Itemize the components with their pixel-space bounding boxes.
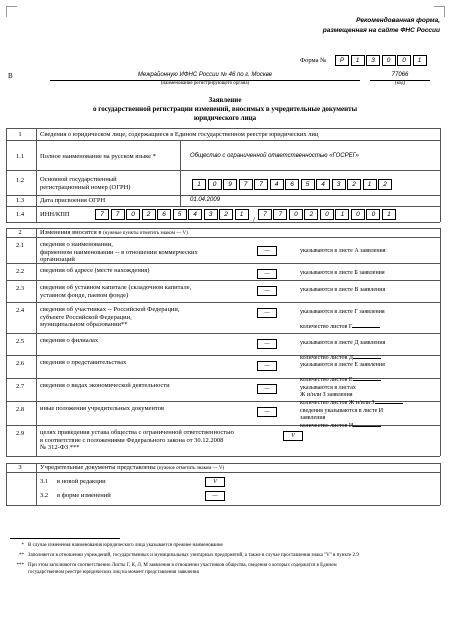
section2-row-sheet-count [300, 421, 383, 430]
section2-row-number: 2.2 [15, 268, 25, 275]
full-name-label: Полное наименование на русском языке * [40, 153, 156, 160]
section2-heading-note: (нужные пункты отметить знаком — V) [103, 231, 188, 236]
section2-row-note [300, 340, 385, 361]
ogrn-digit-cell[interactable]: 3 [332, 179, 346, 190]
inn-digit-cell[interactable]: 1 [235, 209, 249, 220]
section2-row-note [300, 385, 403, 407]
section2-row-note-line: сведения указываются в листе И [300, 408, 384, 414]
inn-digit-cell[interactable]: 4 [188, 209, 202, 220]
section2-row-label [40, 405, 240, 413]
sheet-count-field[interactable] [352, 322, 380, 328]
ogrn-digit-cell[interactable]: 4 [316, 179, 330, 190]
section2-row-number: 2.8 [15, 406, 25, 413]
section2-row-label-line: фирменном наименовании -- в отношении коммерческих [40, 248, 198, 256]
form-number-cell[interactable]: 3 [366, 55, 380, 66]
code-caption: (код) [394, 81, 406, 86]
sheet-count-label: количество листов Е [300, 376, 353, 383]
inn-kpp-separator: / [253, 216, 255, 224]
section2-row-label-line: сведения об адресе (месте нахождения) [40, 267, 150, 274]
section3-heading-note: (нужное отметить знаком — V) [157, 466, 225, 471]
form-number-cells [335, 55, 428, 73]
section2-row-label [40, 429, 280, 452]
form-number-cell[interactable]: Р [335, 55, 349, 66]
section2-row-label [40, 267, 240, 275]
section2-row-label-line: сведения об участниках -- Российской Федерации, [40, 306, 180, 313]
section2-row-checkbox[interactable] [257, 246, 277, 256]
row-1-2-number: 1.2 [15, 177, 25, 184]
section2-row-checkbox[interactable] [257, 361, 277, 371]
section2-row-label-line: муниципальном образовании** [40, 321, 128, 328]
inn-digit-cell[interactable]: 0 [126, 209, 140, 220]
inn-digit-cell[interactable]: 5 [173, 209, 187, 220]
kpp-digit-cell[interactable]: 0 [289, 209, 303, 220]
section1-number: 1 [18, 131, 22, 138]
section2-row-label-line: в соответствие с положениями Федерального закона от 30.12.2008 [40, 436, 224, 444]
section2-row-label-line: субъекте Российской Федерации, [40, 313, 132, 321]
section2-row-label [40, 306, 240, 329]
sheet-count-label: количество листов Ж и/или З [300, 400, 375, 406]
section2-row-label-line: сведения о наименовании, [40, 241, 113, 248]
ogrn-label-line1: Основной государственный [40, 176, 117, 183]
footnote-2-mark: ** [19, 553, 24, 558]
footnotes [10, 542, 440, 576]
section2-row-note [300, 248, 386, 255]
ogrn-date-value: 01.04.2009 [190, 197, 221, 203]
ogrn-date-label: Дата присвоения ОГРН [40, 197, 106, 204]
section2-row-sheet-count [300, 353, 385, 362]
section2-row-number: 2.6 [15, 360, 25, 367]
full-name-value: Общество с ограниченной ответственностью «ГОСРЕГ» [190, 153, 359, 159]
section2-row-checkbox[interactable] [257, 286, 277, 296]
ogrn-cells [192, 179, 394, 197]
section2-row-label-line: иные положения учредительных документов [40, 405, 165, 412]
sheet-count-field[interactable] [375, 398, 403, 404]
kpp-digit-cell[interactable]: 1 [335, 209, 349, 220]
section2-row-number: 2.5 [15, 338, 25, 345]
section2-row-label-line: сведения о филиалах [40, 337, 99, 344]
ogrn-label-line2: регистрационный номер (ОГРН) [40, 183, 131, 191]
sheet-count-label: количество листов И [300, 423, 354, 429]
sheet-count-field[interactable] [353, 421, 381, 427]
amendments-label: в форме изменений [57, 492, 111, 499]
new-edition-checkbox[interactable]: V [205, 477, 225, 487]
footnote-rule [10, 538, 120, 539]
crop-mark-top-left [6, 6, 17, 17]
section2-row-checkbox[interactable] [257, 384, 277, 394]
authority-caption: (наименование регистрирующего органа) [160, 81, 250, 86]
new-edition-label: в новой редакции [57, 478, 106, 485]
form-number-cell[interactable]: 1 [413, 55, 427, 66]
section2-row-checkbox[interactable] [257, 407, 277, 417]
inn-digit-cell[interactable]: 6 [157, 209, 171, 220]
section2-heading [40, 229, 188, 238]
section2-row-checkbox[interactable] [257, 308, 277, 318]
section2-row-number: 2.1 [15, 242, 25, 249]
section3-heading-text: Учредительные документы представлены [40, 464, 156, 471]
footnote-1 [10, 542, 440, 549]
section2-row-label-line: № 312-ФЗ *** [40, 444, 80, 451]
inn-kpp-cells [95, 209, 397, 227]
ogrn-digit-cell[interactable]: 2 [347, 179, 361, 190]
section2-row-note [300, 309, 385, 330]
inn-digit-cell[interactable]: 2 [219, 209, 233, 220]
section2-row-note-line: указываются в листе Е заявления [300, 362, 385, 368]
row-1-3-number: 1.3 [15, 197, 25, 204]
title-line1: Заявление [208, 96, 242, 104]
section2-row-label-line: сведения о представительствах [40, 359, 127, 366]
kpp-digit-cell[interactable]: 0 [320, 209, 334, 220]
section2-row-sheet-count [300, 398, 403, 407]
section2-row-label-line: уставном фонде, паевом фонде) [40, 291, 129, 299]
authority-value: Межрайонную ИФНС России № 46 по г. Москве [50, 72, 360, 81]
inn-digit-cell[interactable]: 2 [142, 209, 156, 220]
ogrn-digit-cell[interactable]: 2 [378, 179, 392, 190]
inn-digit-cell[interactable]: 7 [111, 209, 125, 220]
to-prefix: В [8, 72, 13, 80]
ogrn-digit-cell[interactable]: 7 [239, 179, 253, 190]
section2-row-note-line: заявления [300, 414, 326, 421]
ogrn-digit-cell[interactable]: 7 [254, 179, 268, 190]
ogrn-digit-cell[interactable]: 9 [223, 179, 237, 190]
kpp-digit-cell[interactable]: 7 [273, 209, 287, 220]
footnote-3-text-a: При этом заполняются соответственно Листы Г, К, Л, М заявления в отношении участников общества, сведения о которых содержатся в Едином [28, 563, 337, 568]
kpp-digit-cell[interactable]: 2 [304, 209, 318, 220]
sheet-count-label: количество листов Д [300, 354, 353, 361]
kpp-cells [258, 209, 398, 226]
inn-kpp-label: ИНН/КПП [40, 211, 70, 218]
ogrn-digit-cell[interactable]: 0 [208, 179, 222, 190]
row-3-2-number: 3.2 [40, 492, 49, 499]
ogrn-digit-cell[interactable]: 5 [301, 179, 315, 190]
section2-row-sheet-count [300, 375, 385, 384]
section2-row-note-line: указываются в листе Д заявления [300, 340, 386, 346]
section2-row-note-line: указываются в листе Г заявления [300, 309, 385, 315]
section2-row-label [40, 337, 240, 345]
section2-row-note [300, 270, 385, 277]
section2-number: 2 [18, 229, 22, 236]
section2-row-checkbox[interactable] [257, 269, 277, 279]
recommended-form-line2: размещенная на сайте ФНС России [322, 27, 440, 34]
recommended-form-note [300, 16, 440, 36]
footnote-3 [10, 562, 440, 569]
section2-heading-text: Изменения вносятся в [40, 229, 102, 236]
section2-row-label-line: сведения о видах экономической деятельности [40, 382, 170, 389]
footnote-2-text: Заполняется в отношении учреждений, государственных и муниципальных унитарных предприятий, а также в случае проставления знака "V" в пункте 2.9 [28, 553, 359, 558]
sheet-count-field[interactable] [353, 375, 381, 381]
section2-row-note-line: указываются в листах [300, 385, 356, 391]
kpp-digit-cell[interactable]: 7 [258, 209, 272, 220]
section2-row-number: 2.9 [15, 430, 25, 437]
kpp-digit-cell[interactable]: 0 [366, 209, 380, 220]
section2-row-label [40, 284, 240, 299]
section2-row-note-line: Ж и/или З заявления [300, 391, 353, 398]
ogrn-digit-cell[interactable]: 4 [270, 179, 284, 190]
sheet-count-field[interactable] [353, 353, 381, 359]
ogrn-digit-cell[interactable]: 1 [363, 179, 377, 190]
section2-row-label-line: организаций [40, 256, 75, 263]
section2-row-note [300, 362, 385, 383]
section2-row-number: 2.4 [15, 307, 25, 314]
section2-row-sheet-count [300, 322, 385, 331]
inn-cells [95, 209, 250, 226]
row-3-1-number: 3.1 [40, 478, 49, 485]
document-title [0, 96, 450, 123]
footnote-2 [10, 552, 440, 559]
code-value: 77066 [370, 72, 430, 81]
form-number-cell[interactable]: 1 [351, 55, 365, 66]
recommended-form-line1: Рекомендованная форма, [356, 17, 440, 24]
section2-row-note-line: указываются в листе В заявления [300, 287, 386, 293]
section1-heading: Сведения о юридическом лице, содержащиеся в Едином государственном реестре юридических лиц [40, 131, 319, 138]
inn-digit-cell[interactable]: 3 [204, 209, 218, 220]
footnote-1-text: В случае изменения наименования юридического лица указывается прежнее наименование [28, 543, 223, 548]
section2-row-label-line: сведения об уставном капитале (складочном капитале, [40, 284, 192, 291]
section2-row-checkbox[interactable] [257, 339, 277, 349]
row-1-4-number: 1.4 [15, 211, 25, 218]
section3-heading [40, 464, 224, 473]
ogrn-digit-cell[interactable]: 1 [192, 179, 206, 190]
footnote-3-mark: *** [16, 563, 24, 568]
section2-row-label [40, 382, 240, 390]
amendments-checkbox[interactable] [205, 491, 225, 501]
footnote-3-continued: государственном реестре юридических лиц на момент представления заявления [28, 570, 199, 575]
ogrn-digit-cell[interactable]: 6 [285, 179, 299, 190]
form-number-label: Форма № [300, 57, 327, 64]
section2-row-number: 2.3 [15, 285, 25, 292]
sheet-count-label: количество листов Г [300, 323, 353, 330]
section3-number: 3 [18, 464, 22, 471]
kpp-digit-cell[interactable]: 1 [382, 209, 396, 220]
ogrn-label [40, 176, 130, 191]
kpp-digit-cell[interactable]: 0 [351, 209, 365, 220]
form-number-cell[interactable]: 0 [382, 55, 396, 66]
inn-digit-cell[interactable]: 7 [95, 209, 109, 220]
section2-row-note [300, 287, 385, 294]
section2-row-label [40, 359, 240, 367]
section2-row-label-line: целях приведения устава общества с ограниченной ответственностью [40, 429, 234, 436]
section2-row-label [40, 241, 240, 264]
section2-row-note-line: указываются в листе А заявления [300, 248, 386, 254]
section2-row-note [300, 408, 383, 430]
form-number-cell[interactable]: 0 [397, 55, 411, 66]
section2-row-checkbox[interactable]: V [283, 431, 303, 441]
footnote-1-mark: * [21, 543, 24, 548]
section2-row-note-line: указываются в листе Б заявления [300, 270, 385, 276]
title-line2: о государственной регистрации изменений, вносимых в учредительные документы [92, 105, 358, 113]
title-line3: юридического лица [193, 114, 257, 122]
row-1-1-number: 1.1 [15, 153, 25, 160]
section2-row-number: 2.7 [15, 383, 25, 390]
